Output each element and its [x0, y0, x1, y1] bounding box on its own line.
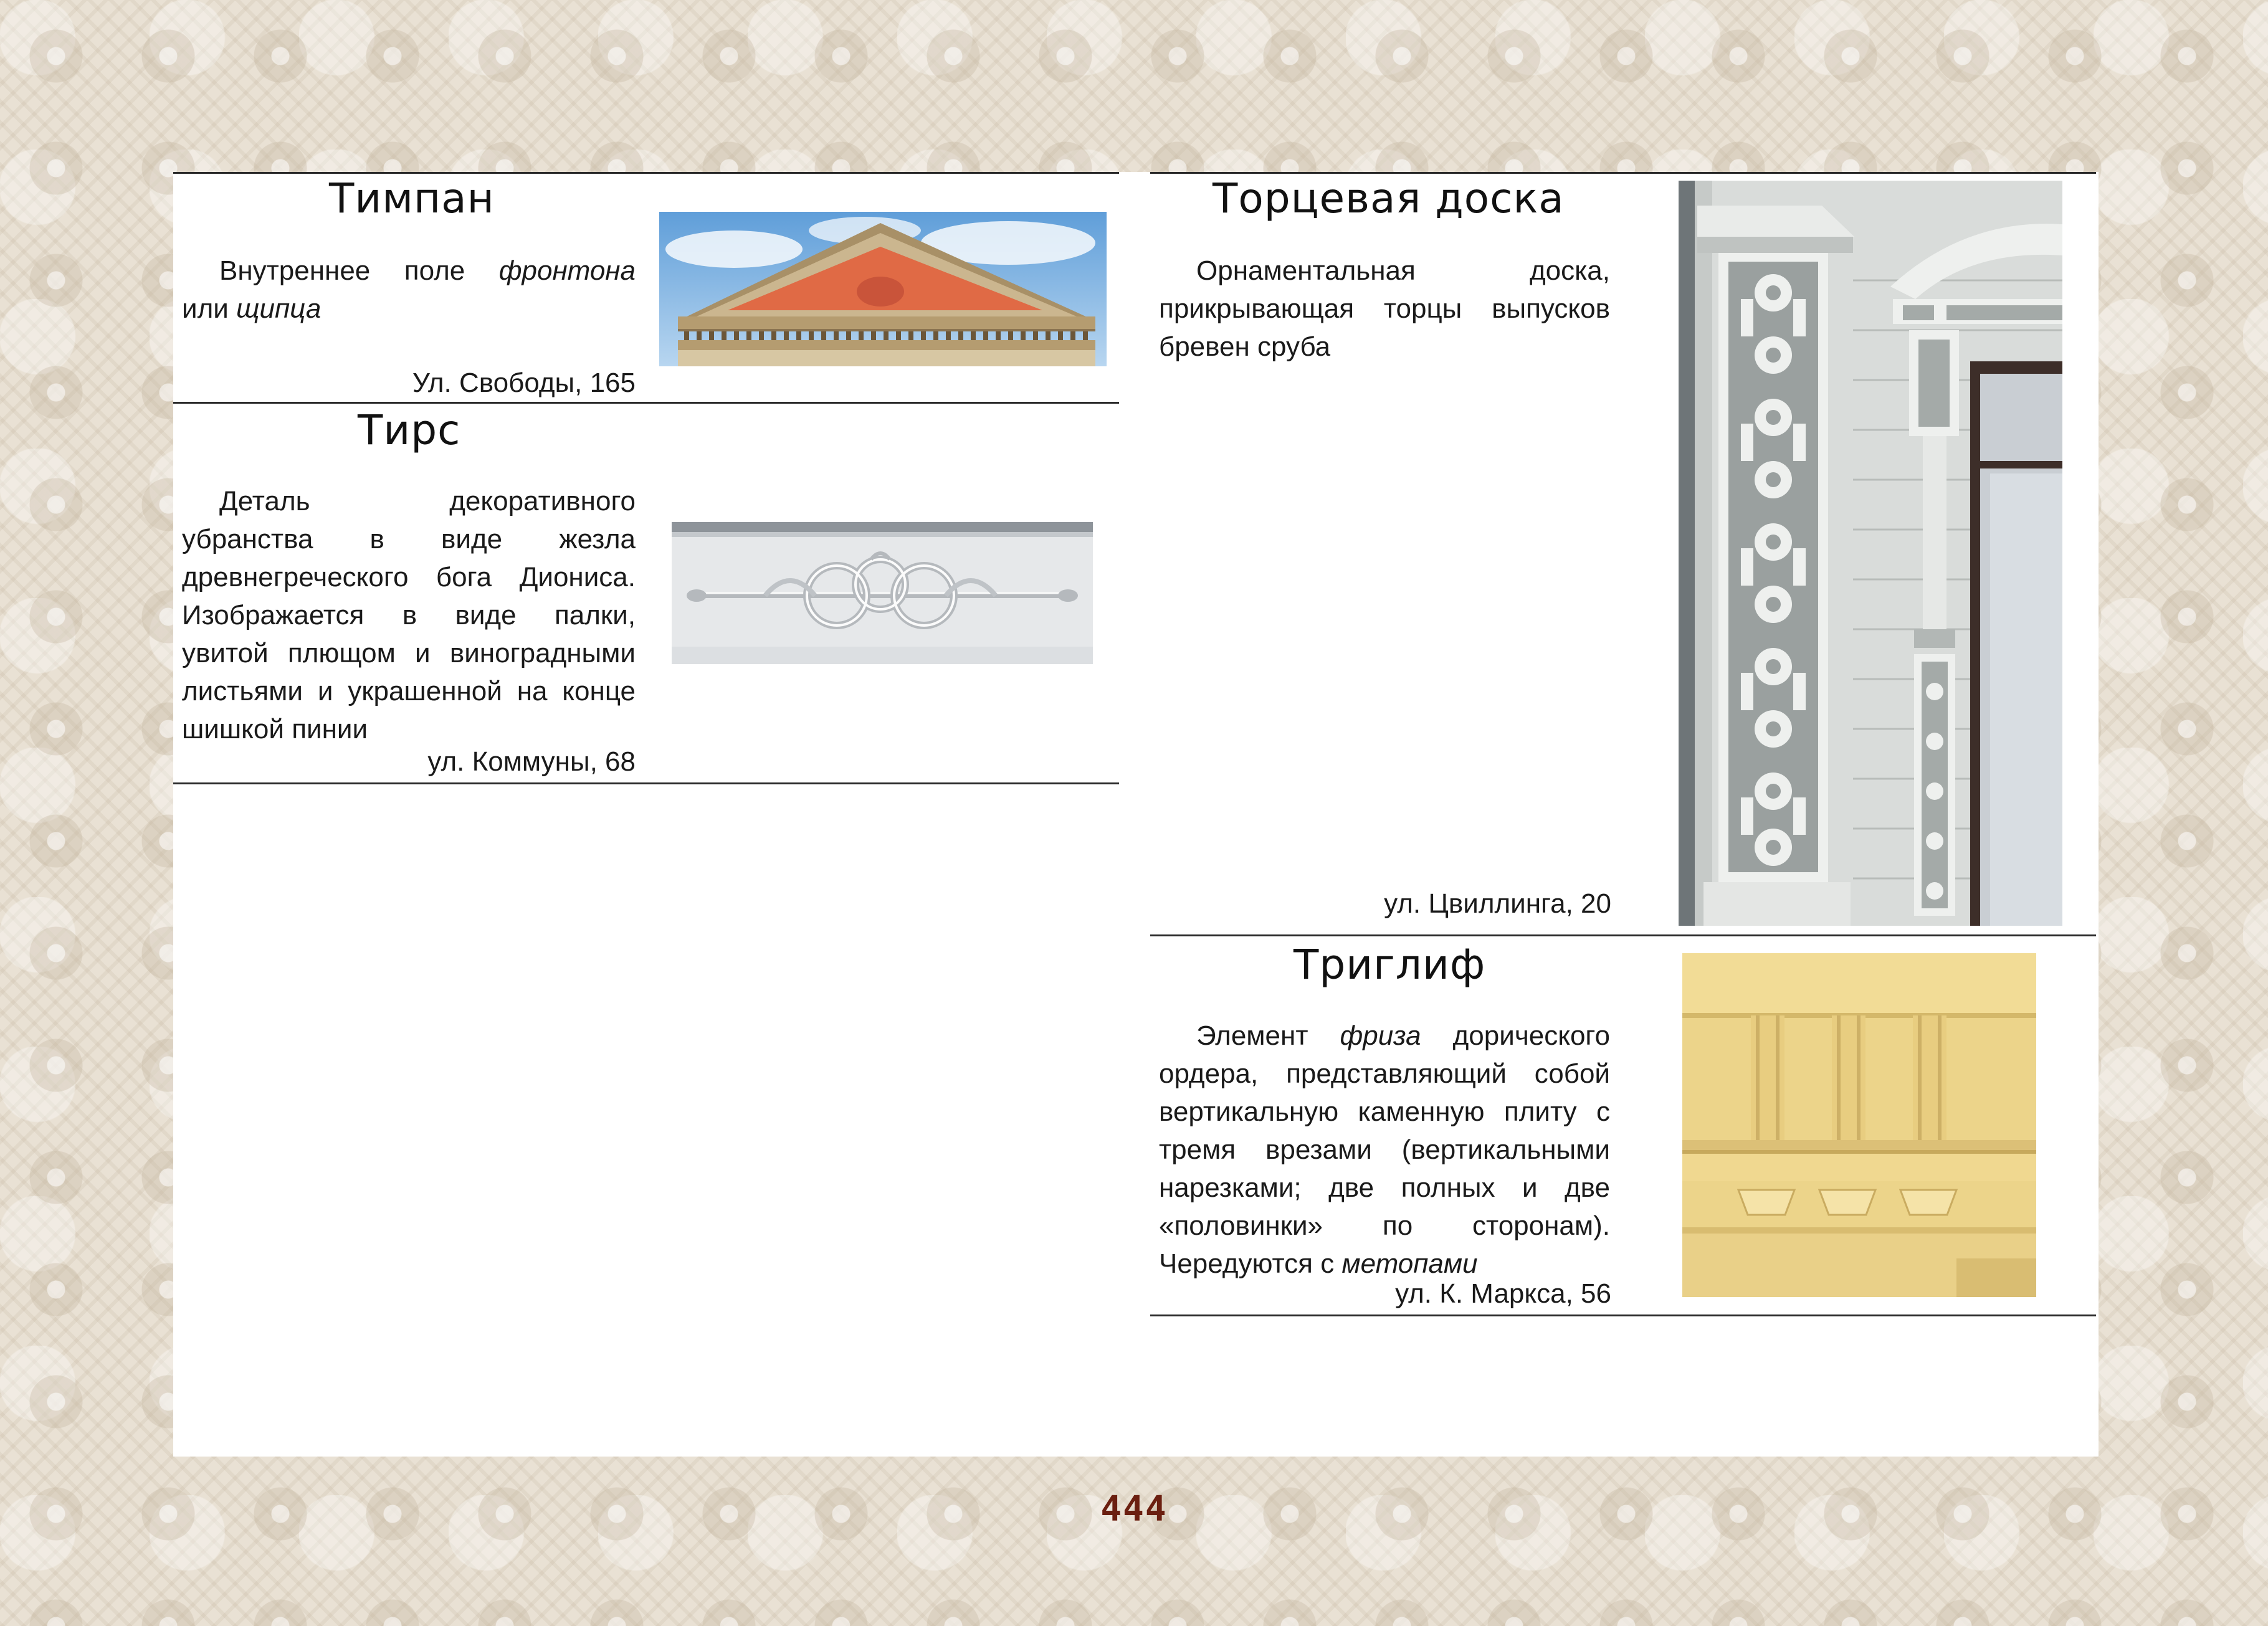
photo-timpan — [659, 212, 1107, 366]
entry-title-triglif: Триглиф — [1294, 941, 1486, 989]
entry-title-timpan: Тимпан — [329, 174, 495, 222]
entry-text-tirs: Деталь декоративного убранства в виде жезла древнегреческого бога Диониса. Изображается в виде палки, увитой плющом и виноградными листьями и украшенной на конце шишкой пинии — [182, 486, 636, 744]
entry-text-timpan: Внутреннее поле фронтона или щипца — [182, 255, 636, 324]
photo-tirs — [672, 522, 1093, 664]
entry-address-timpan: Ул. Свободы, 165 — [412, 368, 636, 398]
entry-title-tirs: Тирс — [358, 406, 461, 454]
rule-top-right — [1150, 172, 2096, 174]
rule-tirs-bottom — [173, 782, 1119, 784]
rule-top-left — [173, 172, 1119, 174]
rule-triglif-bottom — [1150, 1315, 2096, 1316]
entry-title-tortsevaya: Торцевая доска — [1213, 174, 1565, 222]
entry-text-tortsevaya: Орнаментальная доска, прикрывающая торцы выпусков бревен сруба — [1159, 255, 1610, 362]
photo-tortsevaya — [1679, 181, 2062, 926]
rule-timpan-bottom — [173, 402, 1119, 404]
entry-text-triglif: Элемент фриза дорического ордера, представляющий собой вертикальную каменную плиту с тремя врезами (вертикальными нарезками; две полных и две «половинки» по сторонам). Чередуются с метопами — [1159, 1020, 1610, 1279]
entry-address-tortsevaya: ул. Цвиллинга, 20 — [1384, 888, 1611, 919]
photo-triglif — [1682, 953, 2036, 1297]
rule-tortsevaya-bottom — [1150, 934, 2096, 936]
entry-address-triglif: ул. К. Маркса, 56 — [1395, 1278, 1611, 1309]
entry-address-tirs: ул. Коммуны, 68 — [427, 746, 636, 777]
page-number: 444 — [1100, 1489, 1168, 1529]
